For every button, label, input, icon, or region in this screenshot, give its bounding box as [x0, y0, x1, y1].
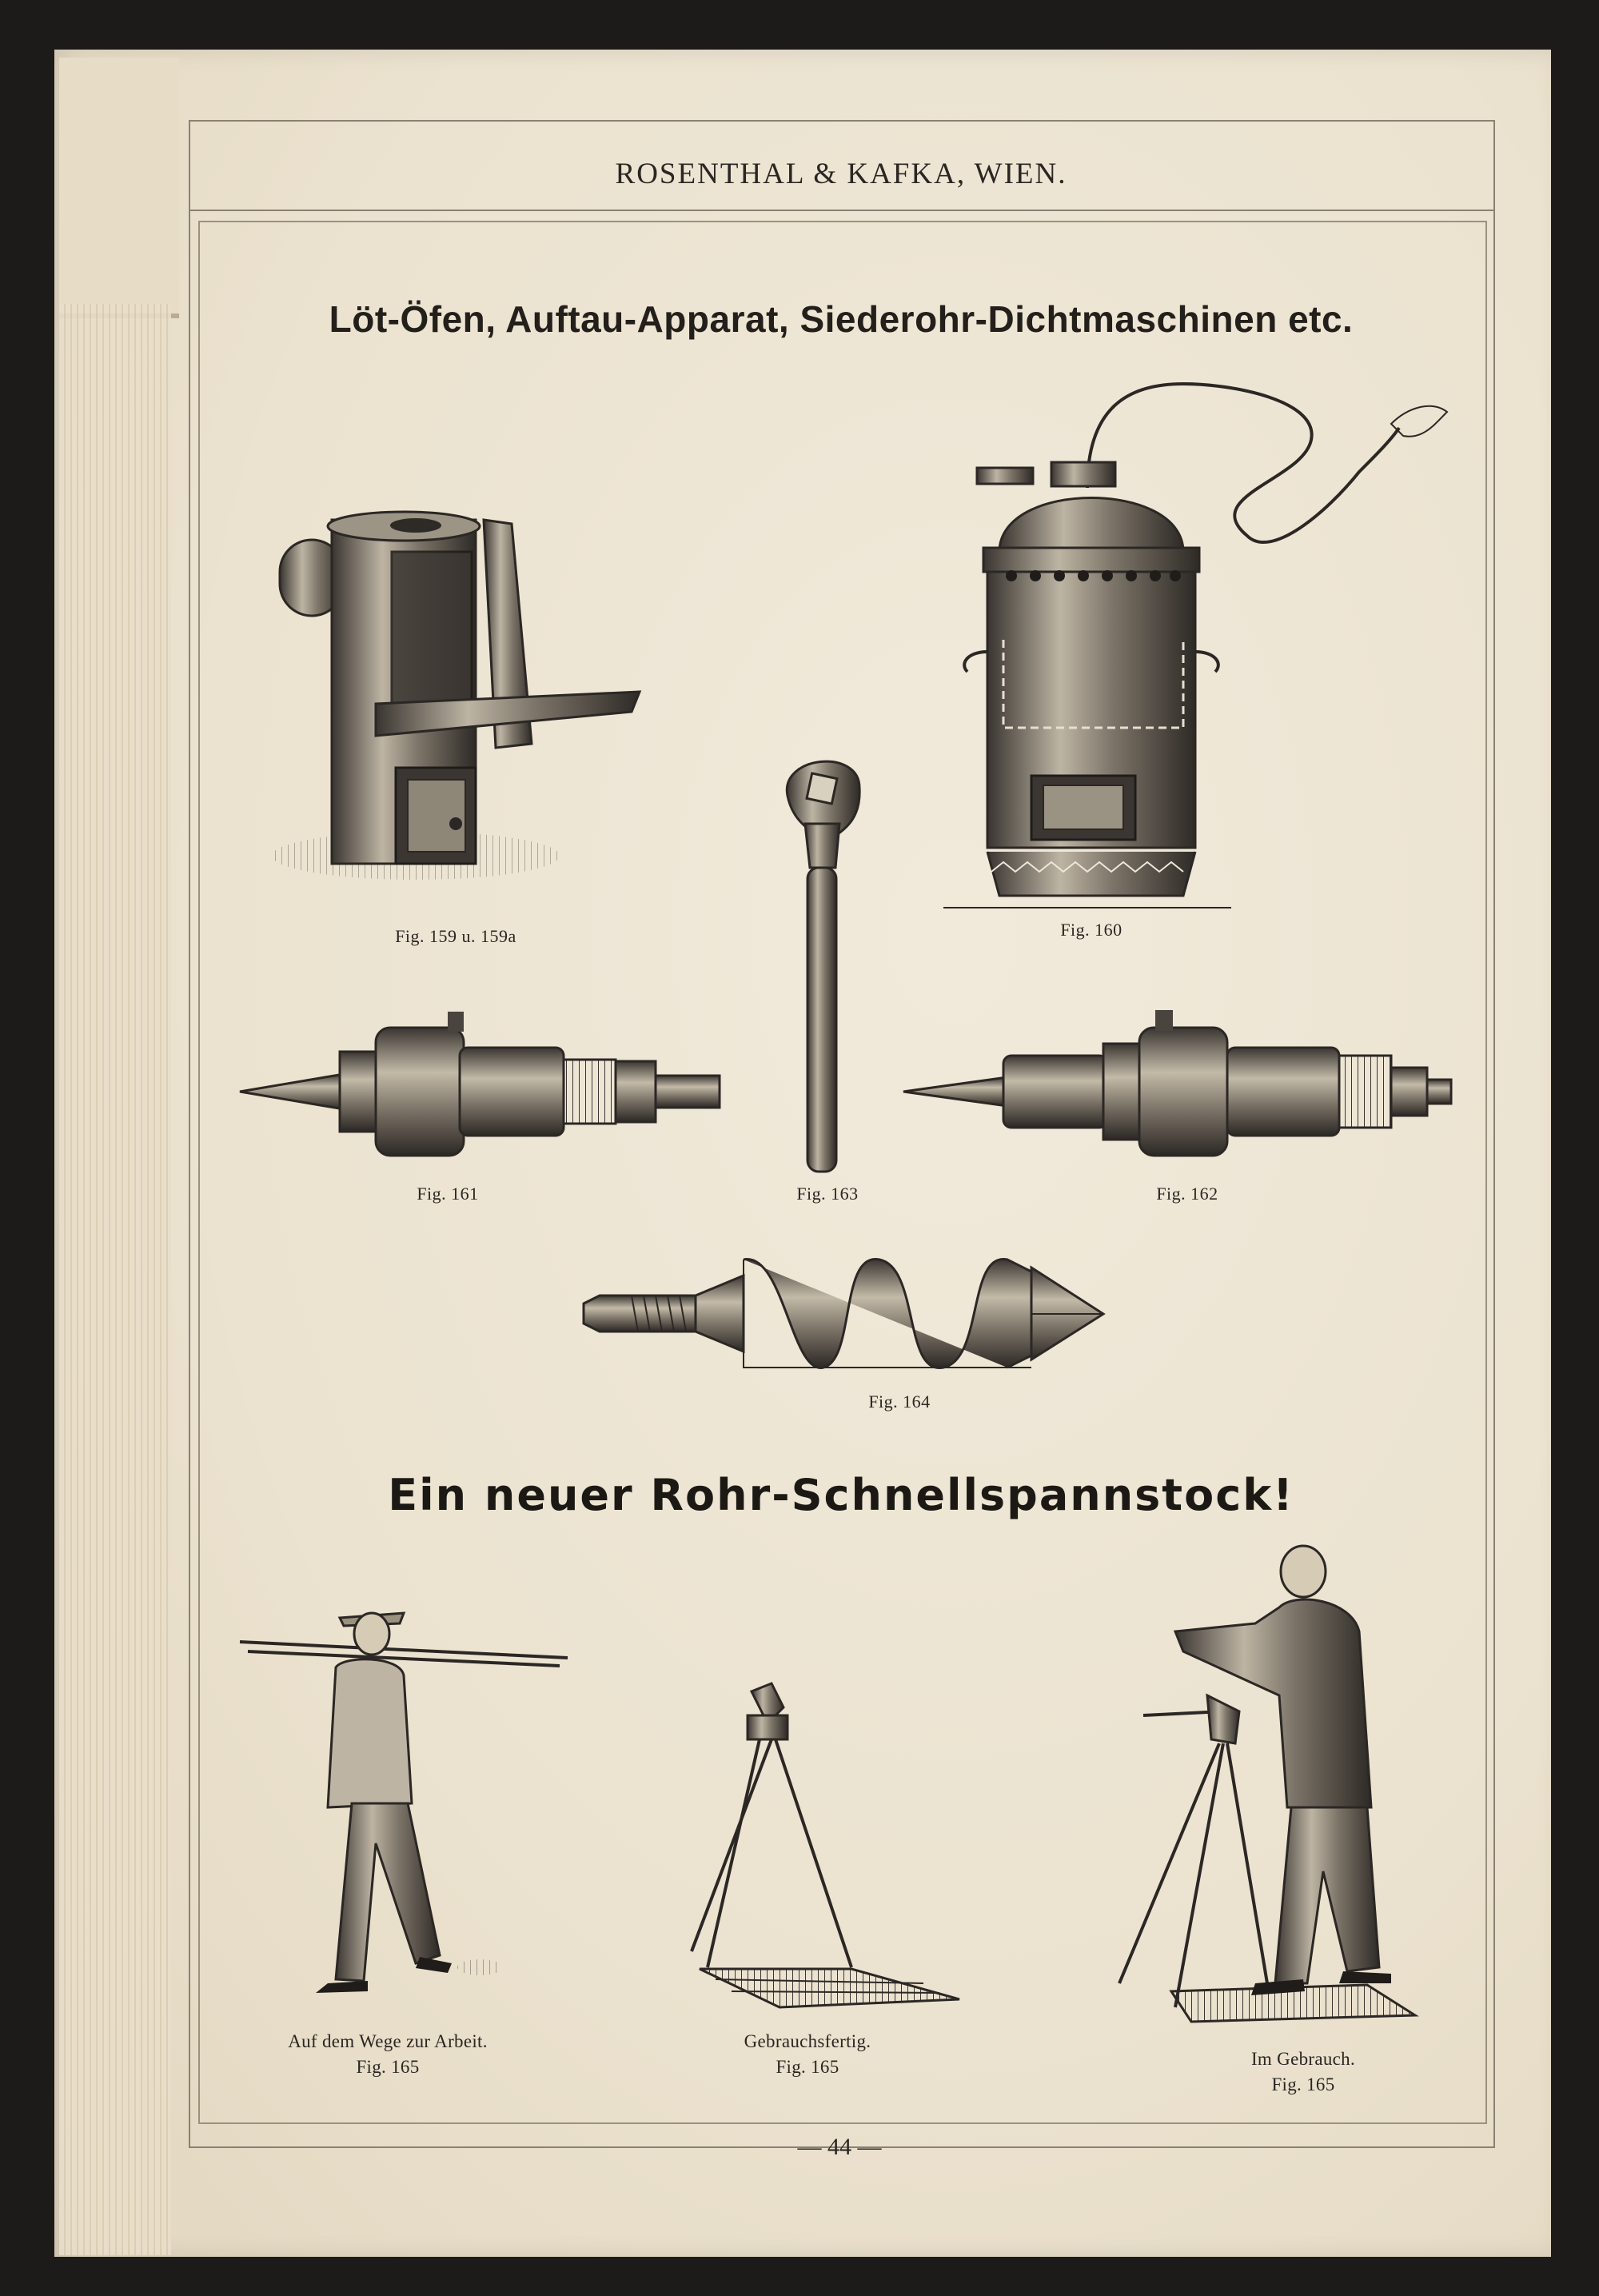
page-header: ROSENTHAL & KAFKA, WIEN. [615, 158, 1067, 190]
fig163-label: Fig. 163 [796, 1184, 859, 1204]
ratchet-wrench-illustration [772, 740, 875, 1180]
fig161-label: Fig. 161 [417, 1184, 479, 1204]
fig165b-caption: Gebrauchsfertig. [744, 2031, 871, 2051]
soldering-stove-illustration [256, 504, 672, 920]
fig162-label: Fig. 162 [1156, 1184, 1218, 1204]
page-number: — 44 — [797, 2134, 882, 2160]
fig165c-label: Fig. 165 [1271, 2074, 1335, 2094]
fig165c-caption: Im Gebrauch. [1250, 2049, 1356, 2069]
thawing-apparatus-illustration [943, 376, 1471, 920]
page-edges [59, 304, 171, 2255]
worker-using-vise-illustration [1095, 1535, 1471, 2031]
fig159-label: Fig. 159 u. 159a [395, 926, 516, 946]
tube-expander-162-illustration [903, 1004, 1455, 1180]
header-rule [189, 210, 1493, 211]
tube-expander-161-illustration [240, 1004, 728, 1180]
promo-title: Ein neuer Rohr-Schnellspannstock! [388, 1470, 1294, 1520]
fig165a-label: Fig. 165 [356, 2057, 420, 2077]
torn-page-corner [59, 58, 179, 318]
fig165b-label: Fig. 165 [776, 2057, 839, 2077]
fig164-label: Fig. 164 [868, 1392, 931, 1412]
spiral-tube-cleaner-illustration [584, 1244, 1103, 1384]
section-title: Löt-Öfen, Auftau-Apparat, Siederohr-Dichtmaschinen etc. [329, 298, 1354, 340]
worker-carrying-vise-illustration [240, 1587, 576, 2019]
folding-vise-stand-illustration [684, 1679, 971, 2015]
fig160-label: Fig. 160 [1060, 920, 1122, 940]
fig165a-caption: Auf dem Wege zur Arbeit. [288, 2031, 488, 2051]
